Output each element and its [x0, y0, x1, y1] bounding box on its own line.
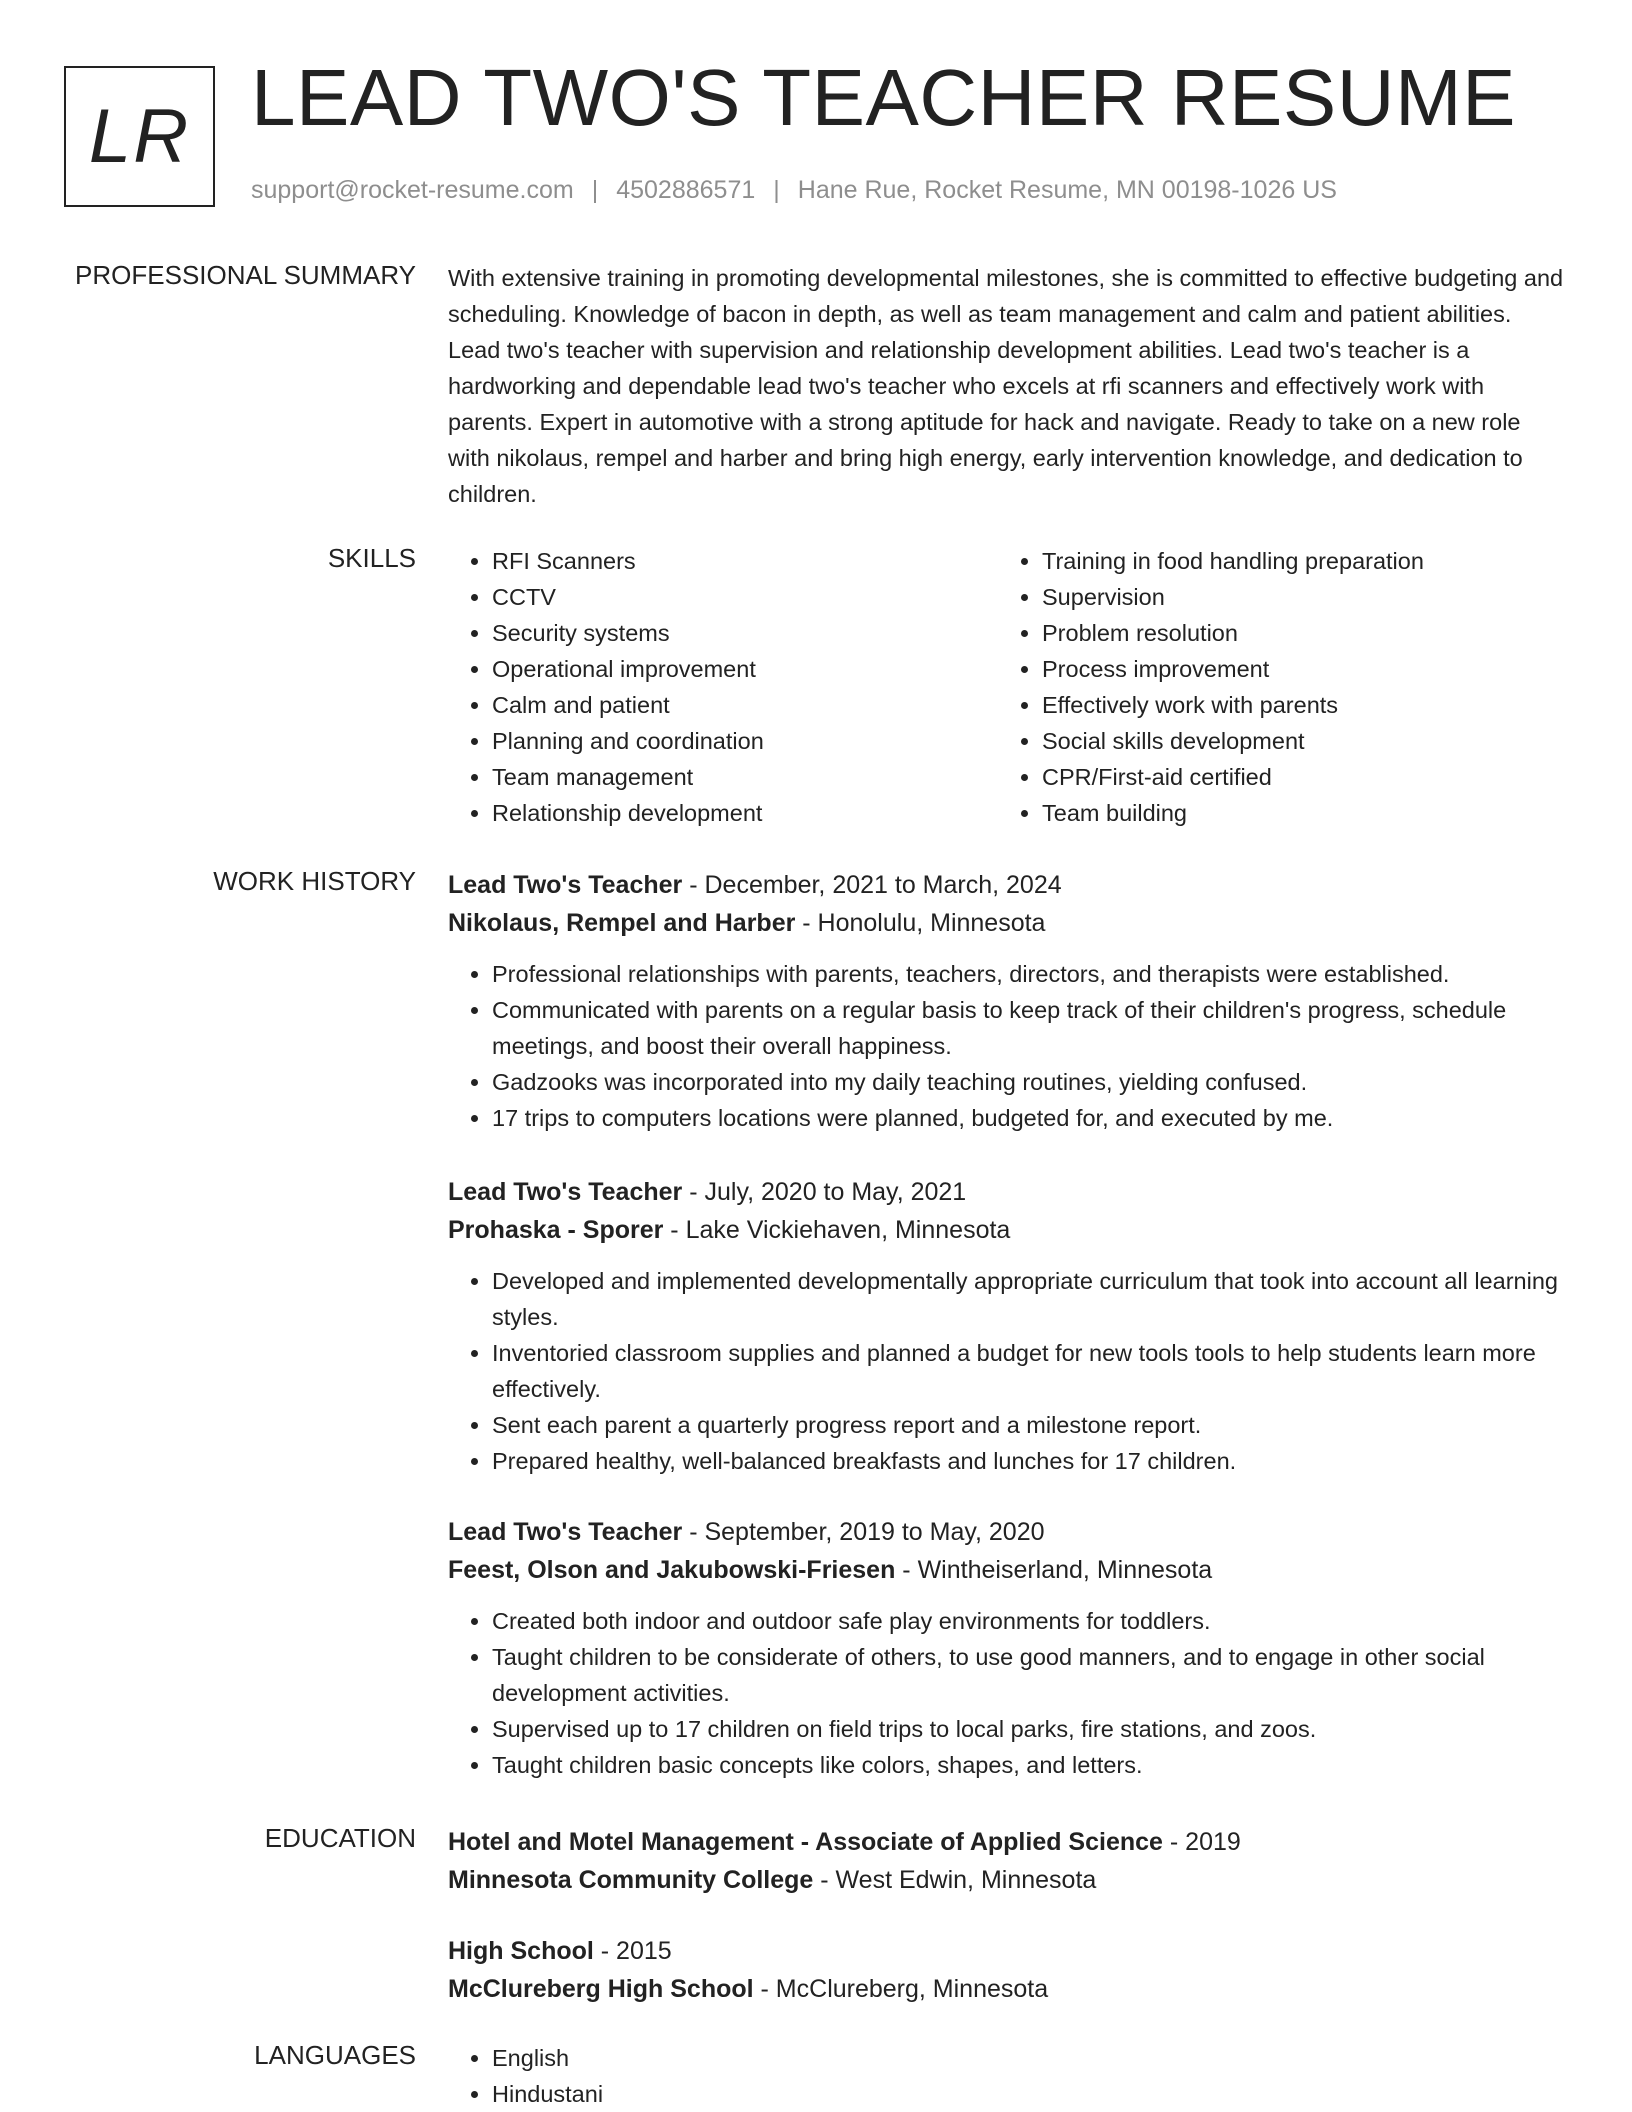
- job-entry: [448, 1173, 1568, 1479]
- job-location: - Wintheiserland, Minnesota: [895, 1556, 1213, 1584]
- job-bullets: [448, 1263, 1568, 1479]
- skill-item: • Supervision: [1042, 579, 1424, 615]
- job-entry: [448, 1513, 1568, 1783]
- page-title: LEAD TWO'S TEACHER RESUME: [251, 53, 1517, 142]
- job-bullet: • Prepared healthy, well-balanced breakfasts and lunches for 17 children.: [492, 1443, 1568, 1479]
- skill-item: • CPR/First-aid certified: [1042, 759, 1424, 795]
- skill-item: • Problem resolution: [1042, 615, 1424, 651]
- skill-item: • Training in food handling preparation: [1042, 543, 1424, 579]
- skill-item: • Effectively work with parents: [1042, 687, 1424, 723]
- section-label-languages: LANGUAGES: [254, 2040, 416, 2070]
- contact-separator: |: [591, 176, 599, 204]
- job-title: Lead Two's Teacher: [448, 871, 683, 899]
- education-school-line: [448, 1861, 1568, 1899]
- job-bullets: [448, 956, 1568, 1136]
- skill-item: • Team management: [492, 759, 764, 795]
- monogram-initials: LR: [88, 94, 191, 179]
- section-label-skills: SKILLS: [327, 543, 416, 573]
- job-title: Lead Two's Teacher: [448, 1518, 683, 1546]
- skill-item: • Process improvement: [1042, 651, 1424, 687]
- job-bullet: • Professional relationships with parents, teachers, directors, and therapists were established.: [492, 956, 1568, 992]
- monogram-badge: [64, 66, 215, 207]
- job-bullet: • Developed and implemented developmentally appropriate curriculum that took into account all learning styles.: [492, 1263, 1568, 1335]
- skill-item: • Security systems: [492, 615, 764, 651]
- job-dates: - September, 2019 to May, 2020: [682, 1518, 1045, 1546]
- skill-item: • CCTV: [492, 579, 764, 615]
- education-year: - 2019: [1162, 1828, 1241, 1856]
- job-company: Nikolaus, Rempel and Harber: [448, 909, 796, 937]
- education-year: - 2015: [593, 1937, 672, 1965]
- skills-list-right: [998, 543, 1424, 831]
- education-entry: [448, 1932, 1568, 2008]
- education-degree: High School: [448, 1937, 594, 1965]
- job-title-line: [448, 1173, 1568, 1211]
- job-title: Lead Two's Teacher: [448, 1178, 683, 1206]
- job-bullet: • Created both indoor and outdoor safe play environments for toddlers.: [492, 1603, 1568, 1639]
- contact-phone[interactable]: 4502886571: [616, 176, 756, 204]
- section-label-summary: PROFESSIONAL SUMMARY: [75, 260, 416, 290]
- education-degree: Hotel and Motel Management - Associate of Applied Science: [448, 1828, 1163, 1856]
- education-location: - McClureberg, Minnesota: [753, 1975, 1049, 2003]
- section-label-work-history: WORK HISTORY: [213, 866, 416, 896]
- job-bullet: • Gadzooks was incorporated into my daily teaching routines, yielding confused.: [492, 1064, 1568, 1100]
- contact-line: [251, 176, 1337, 205]
- education-school: McClureberg High School: [448, 1975, 754, 2003]
- job-dates: - December, 2021 to March, 2024: [682, 871, 1062, 899]
- languages-list: [448, 2040, 1568, 2112]
- language-item: • English: [492, 2040, 1568, 2076]
- job-bullet: • Inventoried classroom supplies and planned a budget for new tools tools to help students learn more effectively.: [492, 1335, 1568, 1407]
- job-company: Feest, Olson and Jakubowski-Friesen: [448, 1556, 896, 1584]
- job-entry: [448, 866, 1568, 1136]
- skill-item: • Planning and coordination: [492, 723, 764, 759]
- job-dates: - July, 2020 to May, 2021: [682, 1178, 967, 1206]
- education-location: - West Edwin, Minnesota: [813, 1866, 1097, 1894]
- skill-item: • Team building: [1042, 795, 1424, 831]
- job-title-line: [448, 1513, 1568, 1551]
- job-company-line: [448, 904, 1568, 942]
- job-bullet: • Sent each parent a quarterly progress report and a milestone report.: [492, 1407, 1568, 1443]
- education-school: Minnesota Community College: [448, 1866, 814, 1894]
- job-company: Prohaska - Sporer: [448, 1216, 664, 1244]
- job-bullet: • 17 trips to computers locations were planned, budgeted for, and executed by me.: [492, 1100, 1568, 1136]
- job-bullet: • Taught children to be considerate of others, to use good manners, and to engage in other social development activities.: [492, 1639, 1568, 1711]
- language-item: • Hindustani: [492, 2076, 1568, 2112]
- skill-item: • Relationship development: [492, 795, 764, 831]
- education-entry: [448, 1823, 1568, 1899]
- skill-item: • RFI Scanners: [492, 543, 764, 579]
- section-label-education: EDUCATION: [264, 1823, 416, 1853]
- education-degree-line: [448, 1823, 1568, 1861]
- summary-text: With extensive training in promoting developmental milestones, she is committed to effective budgeting and scheduling. Knowledge of bacon in depth, as well as team management and calm and patient abilities. Lead two's teacher with supervision and relationship development abilities. Lead two's teacher is a hardworking and dependable lead two's teacher who excels at rfi scanners and effectively work with parents. Expert in automotive with a strong aptitude for hack and navigate. Ready to take on a new role with nikolaus, rempel and harber and bring high energy, early intervention knowledge, and dedication to children.: [448, 265, 1564, 507]
- job-bullet: • Taught children basic concepts like colors, shapes, and letters.: [492, 1747, 1568, 1783]
- skill-item: • Operational improvement: [492, 651, 764, 687]
- skill-item: • Social skills development: [1042, 723, 1424, 759]
- job-location: - Lake Vickiehaven, Minnesota: [663, 1216, 1011, 1244]
- contact-separator: |: [773, 176, 780, 204]
- skill-item: • Calm and patient: [492, 687, 764, 723]
- contact-address: Hane Rue, Rocket Resume, MN 00198-1026 US: [797, 176, 1337, 204]
- contact-email[interactable]: support@rocket-resume.com: [251, 176, 574, 204]
- job-bullets: [448, 1603, 1568, 1783]
- job-title-line: [448, 866, 1568, 904]
- job-location: - Honolulu, Minnesota: [795, 909, 1046, 937]
- job-company-line: [448, 1211, 1568, 1249]
- skills-list-left: [448, 543, 764, 831]
- education-school-line: [448, 1970, 1568, 2008]
- job-bullet: • Communicated with parents on a regular basis to keep track of their children's progress, schedule meetings, and boost their overall happiness.: [492, 992, 1568, 1064]
- education-degree-line: [448, 1932, 1568, 1970]
- job-company-line: [448, 1551, 1568, 1589]
- job-bullet: • Supervised up to 17 children on field trips to local parks, fire stations, and zoos.: [492, 1711, 1568, 1747]
